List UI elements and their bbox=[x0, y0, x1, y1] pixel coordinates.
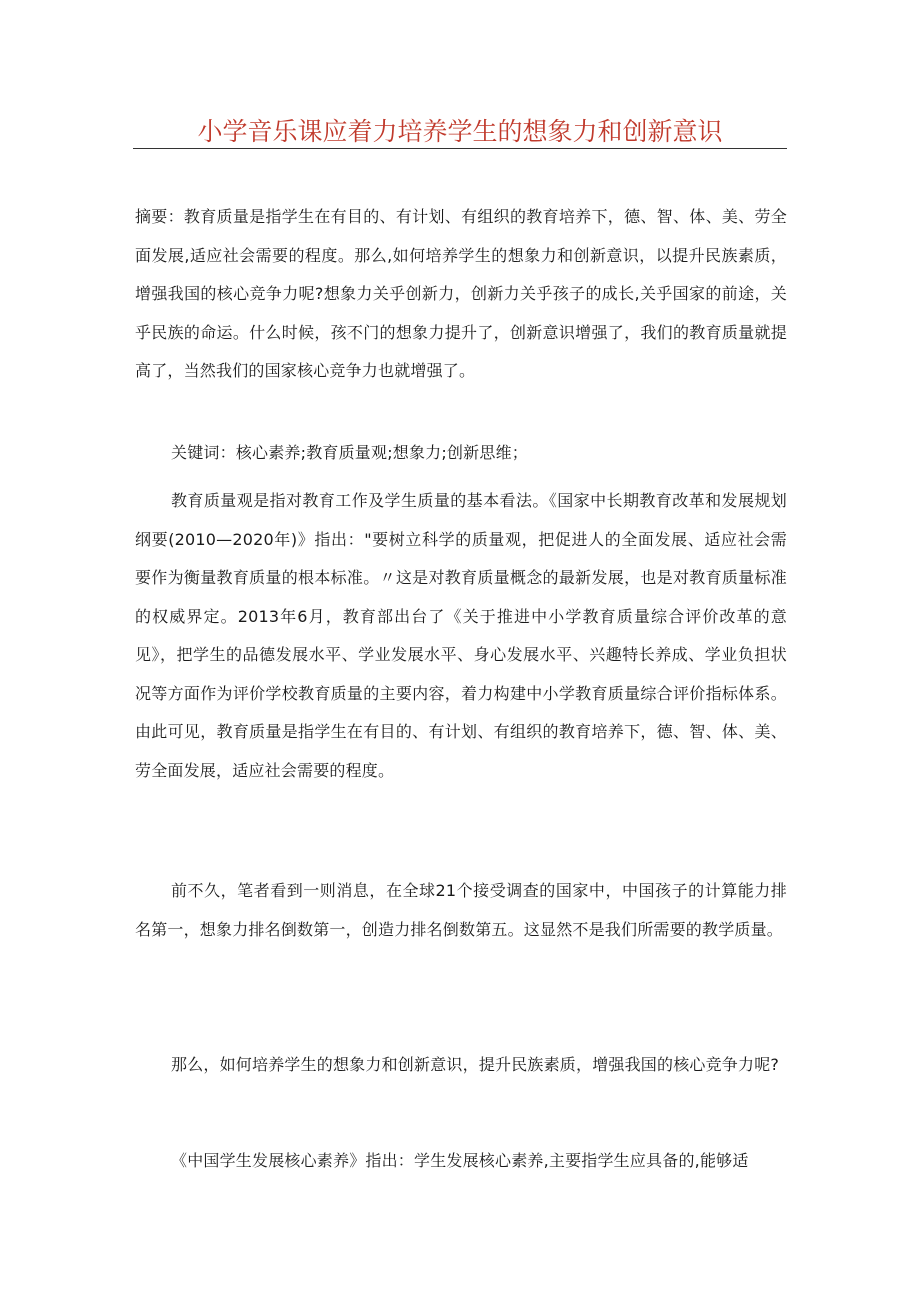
body-paragraph: 前不久，笔者看到一则消息，在全球21个接受调查的国家中，中国孩子的计算能力排名第一，想象力排名倒数第一，创造力排名倒数第五。这显然不是我们所需要的教学质量。 bbox=[135, 881, 787, 939]
keywords-line: 关键词：核心素养;教育质量观;想象力;创新思维； bbox=[171, 443, 528, 462]
title-underline bbox=[133, 148, 787, 149]
body-paragraph: 那么，如何培养学生的想象力和创新意识，提升民族素质，增强我国的核心竞争力呢? bbox=[171, 1055, 780, 1074]
body-paragraph: 《中国学生发展核心素养》指出：学生发展核心素养,主要指学生应具备的,能够适 bbox=[171, 1151, 749, 1170]
body-paragraph: 教育质量观是指对教育工作及学生质量的基本看法。《国家中长期教育改革和发展规划纲要(2010—2020年)》指出："要树立科学的质量观，把促进人的全面发展、适应社会需要作为衡量教育质量的根本标准。〃这是对教育质量概念的最新发展，也是对教育质量标准的权威界定。2013年6月，教育部出台了《关于推进中小学教育质量综合评价改革的意见》，把学生的品德发展水平、学业发展水平、身心发展水平、兴趣特长养成、学业负担状况等方面作为评价学校教育质量的主要内容，着力构建中小学教育质量综合评价指标体系。由此可见，教育质量是指学生在有目的、有计划、有组织的教育培养下，德、智、体、美、劳全面发展，适应社会需要的程度。 bbox=[135, 491, 787, 780]
abstract-paragraph: 摘要：教育质量是指学生在有目的、有计划、有组织的教育培养下，德、智、体、美、劳全面发展,适应社会需要的程度。那么,如何培养学生的想象力和创新意识，以提升民族素质，增强我国的核心竞争力呢?想象力关乎创新力，创新力关乎孩子的成长,关乎国家的前途，关乎民族的命运。什么时候，孩不门的想象力提升了，创新意识增强了，我们的教育质量就提高了，当然我们的国家核心竞争力也就增强了。 bbox=[135, 207, 787, 380]
document-title: 小学音乐课应着力培养学生的想象力和创新意识 bbox=[197, 117, 723, 146]
